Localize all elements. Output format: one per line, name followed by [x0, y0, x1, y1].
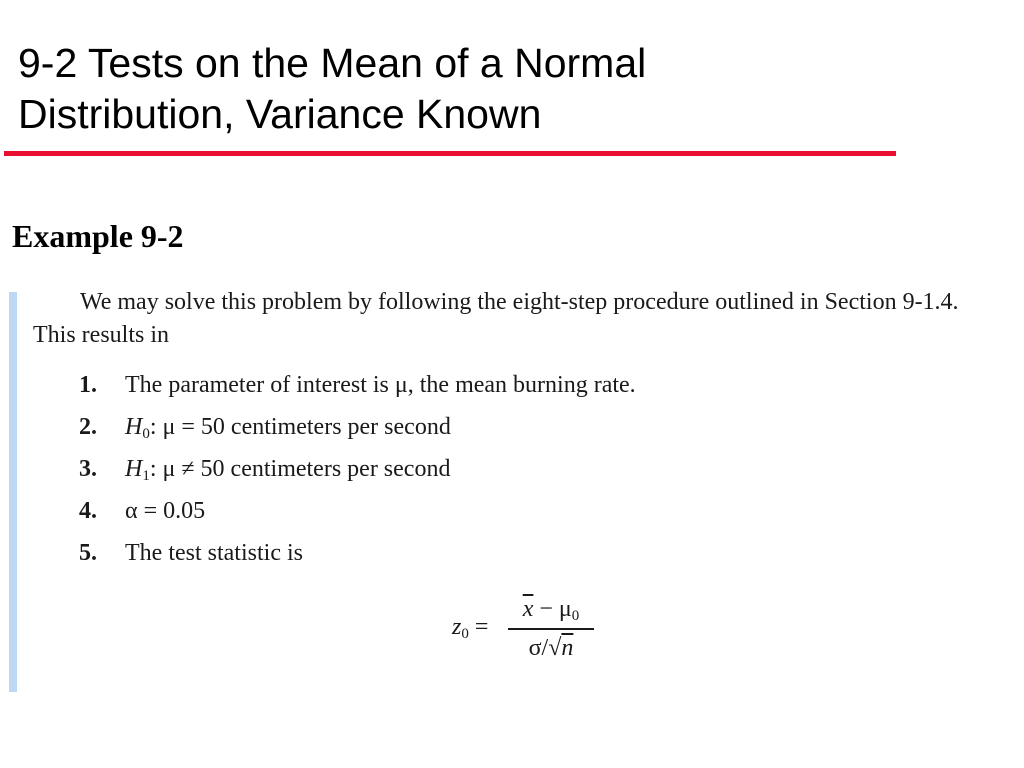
example-heading: Example 9-2	[12, 218, 184, 254]
example-intro-line-2: This results in	[33, 322, 169, 348]
slide-title	[18, 38, 918, 140]
formula-n: n	[561, 635, 574, 661]
step-text: The parameter of interest is μ, the mean burning rate.	[125, 372, 636, 398]
procedure-steps	[79, 368, 636, 578]
step-number: 5.	[79, 540, 97, 566]
formula-mu-subscript: 0	[571, 608, 580, 624]
formula-xbar: $\overline{x}$	[522, 596, 534, 622]
hypothesis-subscript: 1	[142, 468, 150, 484]
step-text: : μ ≠ 50 centimeters per second	[149, 456, 451, 482]
slide-title-line-2: Distribution, Variance Known	[18, 91, 542, 137]
example-sidebar-accent	[9, 292, 17, 692]
step-5	[79, 536, 636, 578]
example-intro	[33, 286, 1018, 352]
hypothesis-subscript: 0	[142, 426, 150, 442]
formula-numerator	[508, 592, 594, 626]
formula-sigma-sqrt: σ/√	[528, 635, 562, 661]
step-4	[79, 494, 636, 536]
step-3	[79, 452, 636, 494]
formula-equals: =	[474, 614, 489, 640]
formula-lhs	[452, 614, 488, 641]
formula-minus-mu: − μ	[539, 596, 572, 622]
hypothesis-variable: H	[125, 456, 143, 482]
formula-fraction-bar	[508, 628, 594, 630]
step-text: : μ = 50 centimeters per second	[149, 414, 451, 440]
slide-title-line-1: 9-2 Tests on the Mean of a Normal	[18, 40, 647, 86]
example-intro-line-1: We may solve this problem by following the eight-step procedure outlined in Section 9-1.4.	[80, 289, 959, 315]
step-1	[79, 368, 636, 410]
step-number: 2.	[79, 414, 97, 440]
formula-z: z	[452, 614, 462, 640]
step-number: 4.	[79, 498, 97, 524]
formula-fraction	[508, 592, 594, 664]
step-number: 1.	[79, 372, 97, 398]
formula-z-subscript: 0	[461, 626, 469, 642]
step-text: α = 0.05	[125, 498, 206, 524]
test-statistic-formula	[452, 592, 612, 672]
step-number: 3.	[79, 456, 97, 482]
step-2	[79, 410, 636, 452]
step-text: The test statistic is	[125, 540, 303, 566]
formula-denominator	[508, 632, 594, 664]
title-divider	[4, 151, 896, 156]
hypothesis-variable: H	[125, 414, 143, 440]
